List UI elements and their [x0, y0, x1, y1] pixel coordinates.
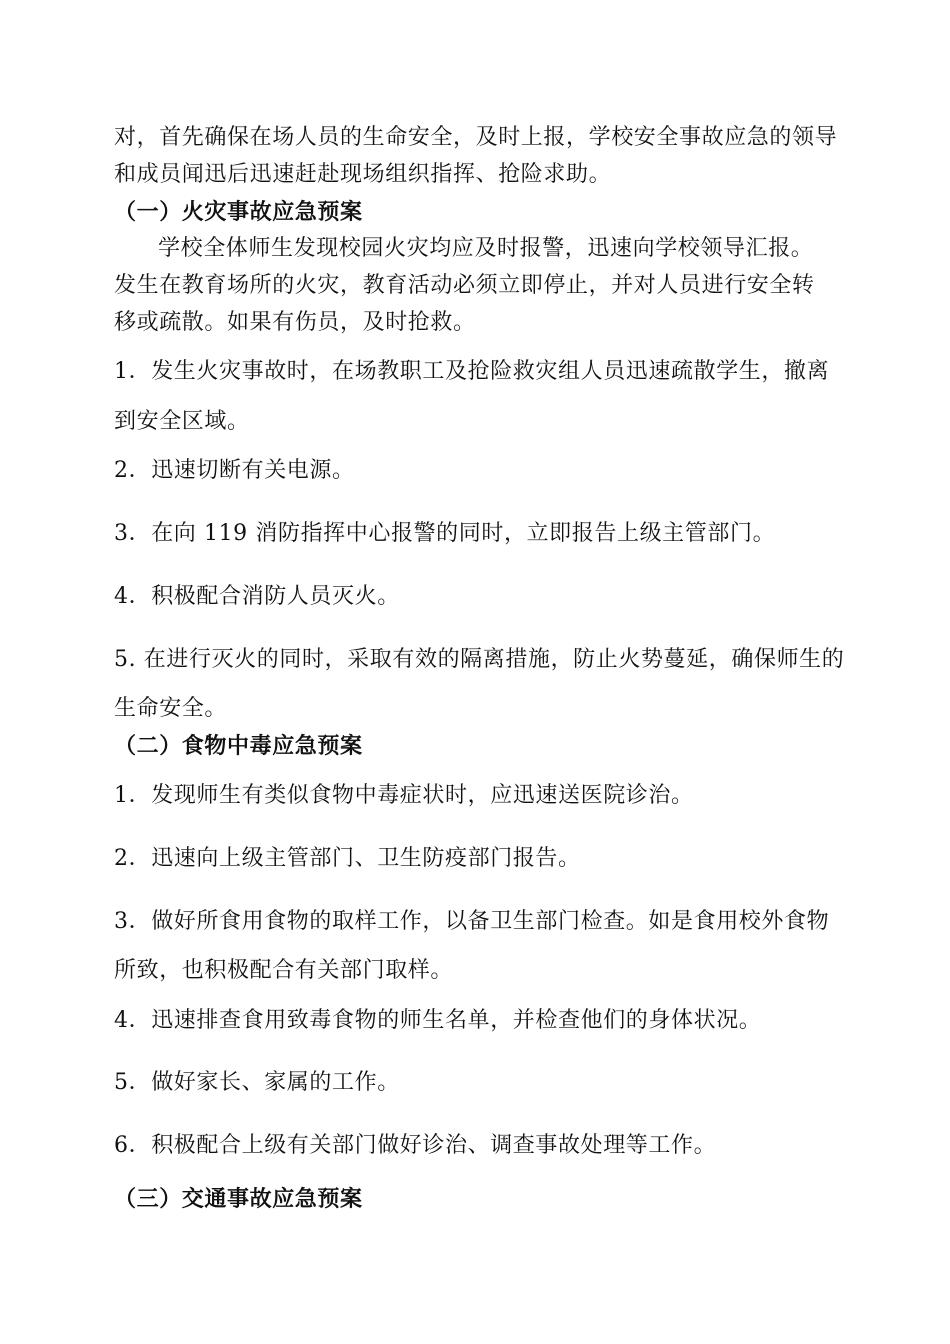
list-item: 2．迅速向上级主管部门、卫生防疫部门报告。 [114, 846, 581, 871]
list-item: 3．在向 119 消防指挥中心报警的同时，立即报告上级主管部门。 [114, 521, 776, 546]
list-item: 4．积极配合消防人员灭火。 [114, 584, 400, 609]
list-item-continuation: 所致，也积极配合有关部门取样。 [114, 958, 454, 983]
list-item: 3．做好所食用食物的取样工作，以备卫生部门检查。如是食用校外食物 [114, 909, 830, 934]
intro-text-line: 和成员闻迅后迅速赶赴现场组织指挥、抢险求助。 [114, 162, 612, 187]
paragraph-line: 发生在教育场所的火灾，教育活动必须立即停止，并对人员进行安全转 [114, 273, 815, 298]
list-item-continuation: 到安全区域。 [114, 409, 250, 434]
section-heading-traffic: （三）交通事故应急预案 [114, 1186, 363, 1212]
list-item: 4．迅速排查食用致毒食物的师生名单，并检查他们的身体状况。 [114, 1008, 762, 1033]
paragraph-line: 移或疏散。如果有伤员，及时抢救。 [114, 310, 476, 335]
list-item: 1．发现师生有类似食物中毒症状时，应迅速送医院诊治。 [114, 783, 694, 808]
intro-text-line: 对，首先确保在场人员的生命安全，及时上报，学校安全事故应急的领导 [114, 125, 838, 150]
list-item: 5. 在进行灭火的同时，采取有效的隔离措施，防止火势蔓延，确保师生的 [114, 647, 845, 672]
list-item-continuation: 生命安全。 [114, 696, 228, 721]
list-item: 2．迅速切断有关电源。 [114, 458, 355, 483]
list-item: 6．积极配合上级有关部门做好诊治、调查事故处理等工作。 [114, 1133, 717, 1158]
paragraph-line: 学校全体师生发现校园火灾均应及时报警，迅速向学校领导汇报。 [158, 236, 814, 261]
list-item: 1．发生火灾事故时，在场教职工及抢险救灾组人员迅速疏散学生，撤离 [114, 359, 830, 384]
section-heading-fire: （一）火灾事故应急预案 [114, 199, 363, 225]
list-item: 5．做好家长、家属的工作。 [114, 1070, 400, 1095]
section-heading-food: （二）食物中毒应急预案 [114, 733, 363, 759]
